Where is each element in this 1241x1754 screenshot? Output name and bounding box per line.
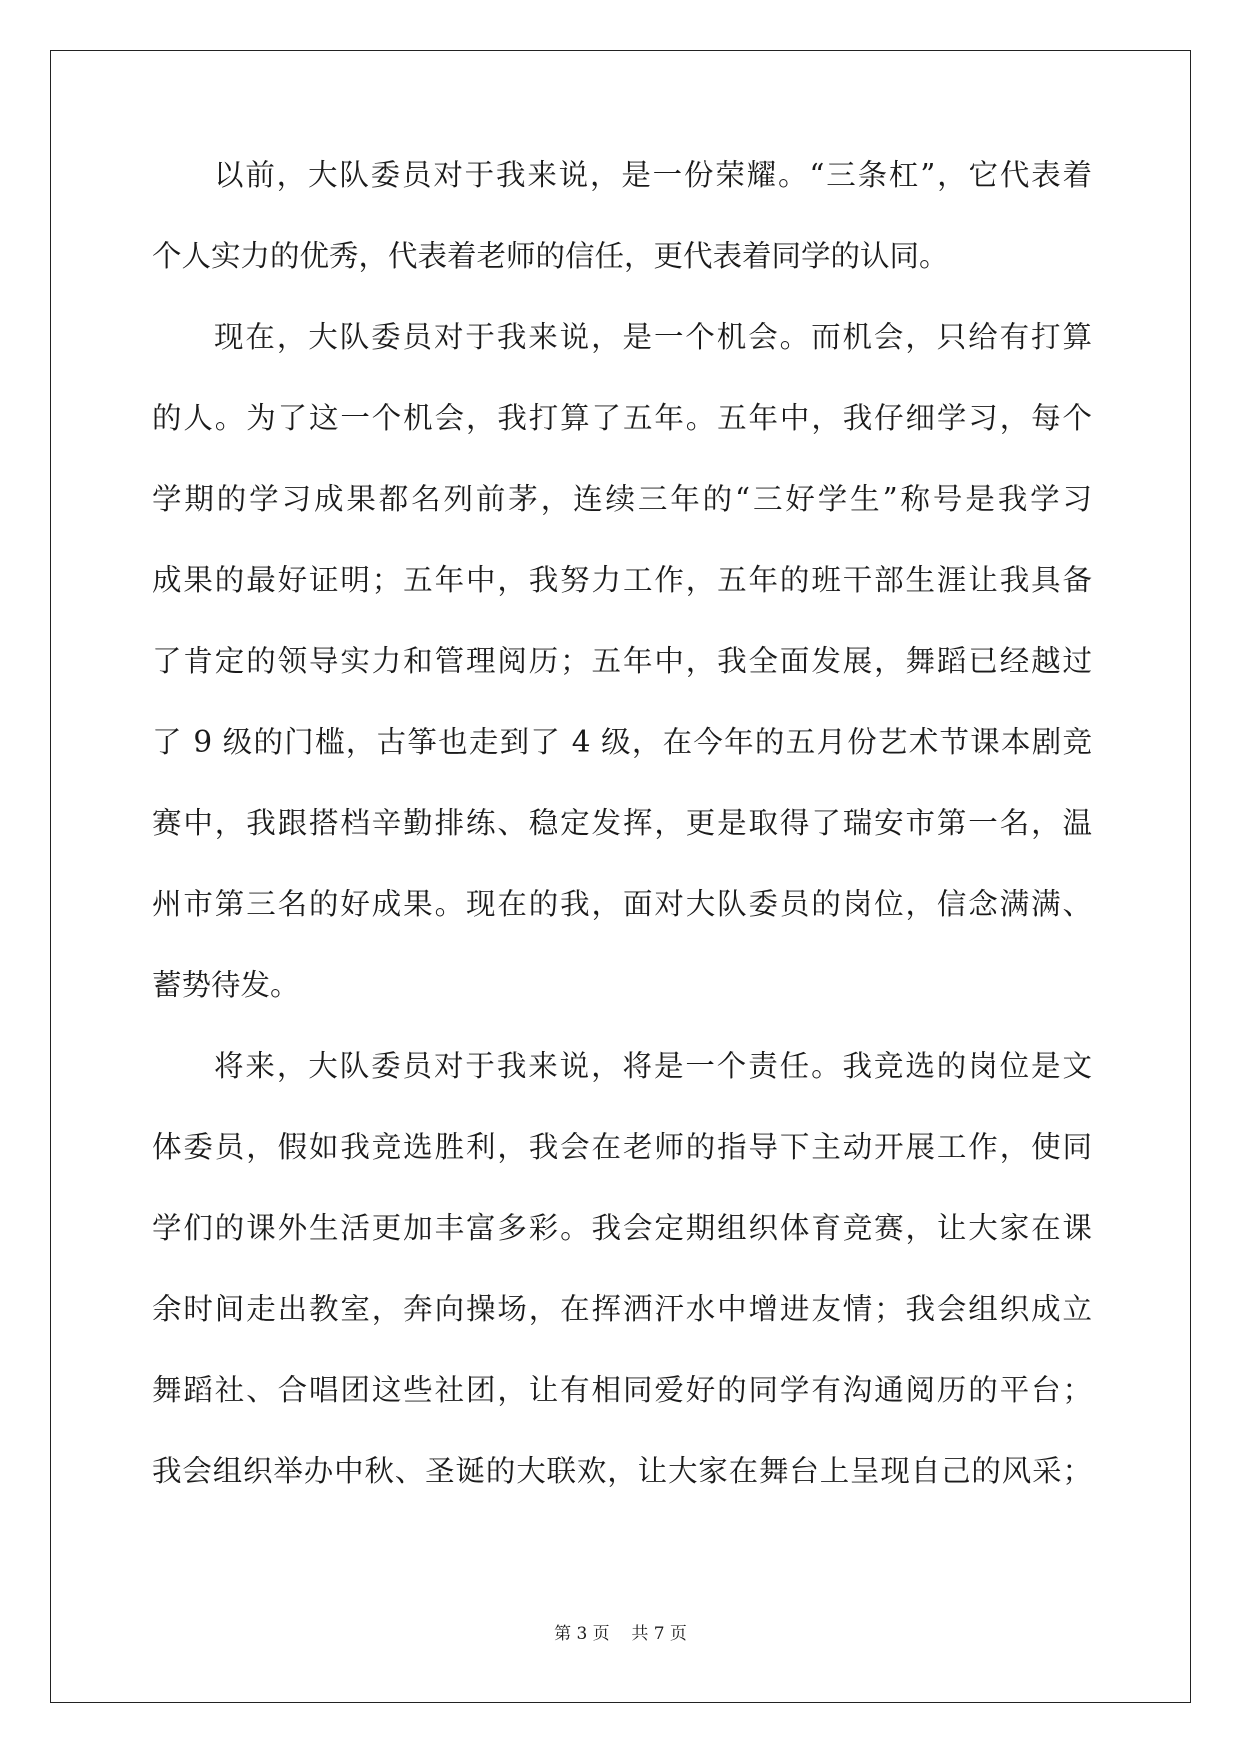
paragraph-1-line-1: 以前，大队委员对于我来说，是一份荣耀。“三条杠”，它代表着 xyxy=(214,158,1092,192)
paragraph-3-line-6: 我会组织举办中秋、圣诞的大联欢，让大家在舞台上呈现自己的风采； xyxy=(152,1454,1092,1488)
paragraph-3-line-1: 将来，大队委员对于我来说，将是一个责任。我竞选的岗位是文 xyxy=(214,1049,1092,1083)
paragraph-3-line-3: 学们的课外生活更加丰富多彩。我会定期组织体育竞赛，让大家在课 xyxy=(152,1211,1092,1245)
paragraph-2-line-4: 成果的最好证明；五年中，我努力工作，五年的班干部生涯让我具备 xyxy=(152,563,1092,597)
paragraph-2-line-8: 州市第三名的好成果。现在的我，面对大队委员的岗位，信念满满、 xyxy=(152,887,1092,921)
page-number: 第 3 页 xyxy=(554,1624,610,1644)
paragraph-3-line-4: 余时间走出教室，奔向操场，在挥洒汗水中增进友情；我会组织成立 xyxy=(152,1292,1092,1326)
page-total: 共 7 页 xyxy=(631,1624,687,1644)
paragraph-3-line-5: 舞蹈社、合唱团这些社团，让有相同爱好的同学有沟通阅历的平台； xyxy=(152,1373,1092,1407)
paragraph-2-line-1: 现在，大队委员对于我来说，是一个机会。而机会，只给有打算 xyxy=(214,320,1092,354)
paragraph-2-line-9: 蓄势待发。 xyxy=(152,968,300,1002)
paragraph-2-line-7: 赛中，我跟搭档辛勤排练、稳定发挥，更是取得了瑞安市第一名，温 xyxy=(152,806,1092,840)
paragraph-2-line-6: 了 9 级的门槛，古筝也走到了 4 级，在今年的五月份艺术节课本剧竞 xyxy=(152,725,1092,759)
paragraph-1-line-2: 个人实力的优秀，代表着老师的信任，更代表着同学的认同。 xyxy=(152,239,949,273)
paragraph-2-line-5: 了肯定的领导实力和管理阅历；五年中，我全面发展，舞蹈已经越过 xyxy=(152,644,1092,678)
page-footer xyxy=(0,1619,1241,1644)
paragraph-2-line-2: 的人。为了这一个机会，我打算了五年。五年中，我仔细学习，每个 xyxy=(152,401,1092,435)
paragraph-2-line-3: 学期的学习成果都名列前茅，连续三年的“三好学生”称号是我学习 xyxy=(152,482,1092,516)
paragraph-3-line-2: 体委员，假如我竞选胜利，我会在老师的指导下主动开展工作，使同 xyxy=(152,1130,1092,1164)
document-body xyxy=(152,159,1092,1536)
